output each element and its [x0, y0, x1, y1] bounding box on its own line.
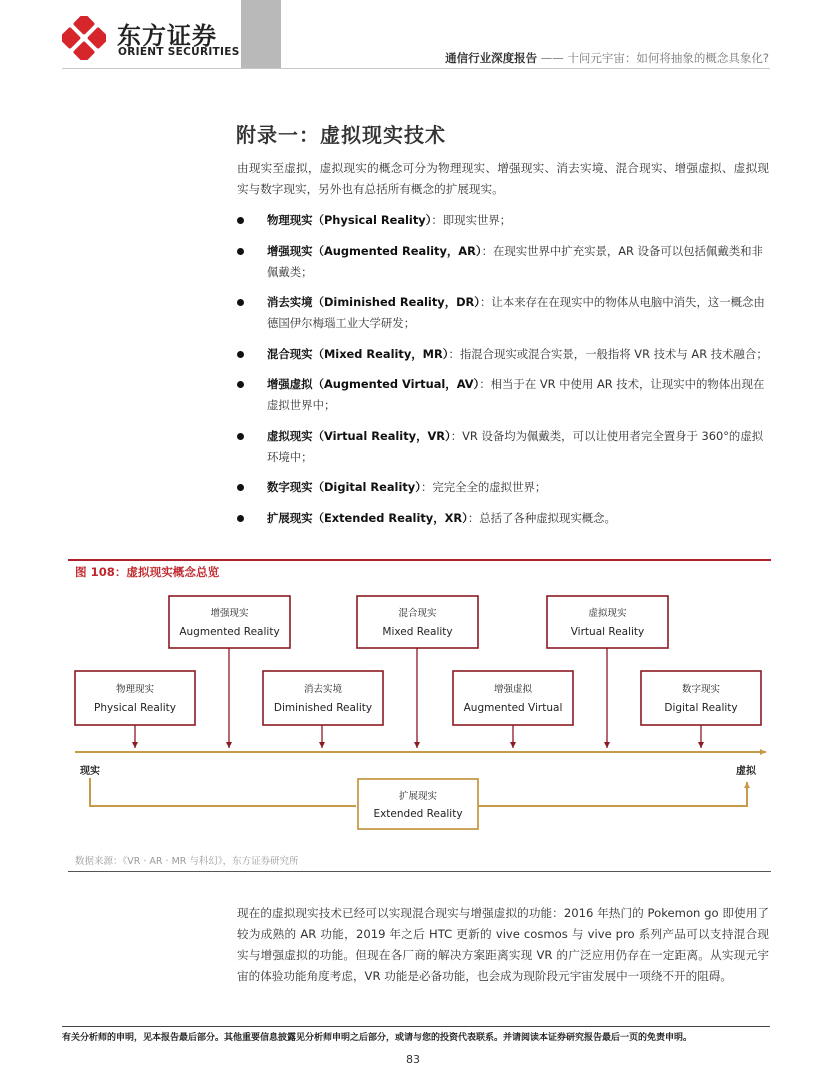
- box-cn-label: 增强虚拟: [493, 684, 533, 695]
- box-digital-reality: [641, 671, 761, 725]
- axis-label-virtual: 虚拟: [736, 766, 756, 777]
- bullet-term: 混合现实（Mixed Reality，MR）: [267, 346, 449, 361]
- xr-bracket-right: [478, 782, 747, 806]
- bullet-desc: ：在现实世界中扩充实景，AR 设备可以包括佩戴类和非佩戴类；: [267, 243, 763, 279]
- box-diminished-reality: [263, 671, 383, 725]
- figure-bottom-rule: [68, 871, 771, 872]
- axis-label-reality: 现实: [80, 766, 100, 777]
- box-physical-reality: [75, 671, 195, 725]
- figure-source: 数据来源：《VR · AR · MR 与科幻》，东方证券研究所: [75, 856, 299, 867]
- page-number: 83: [406, 1053, 420, 1066]
- bullet-term: 数字现实（Digital Reality）: [267, 480, 421, 494]
- box-en-label: Augmented Reality: [179, 626, 280, 638]
- report-subtitle: 十问元宇宙：如何将抽象的概念具象化?: [567, 51, 769, 65]
- bullet-term: 增强现实（Augmented Reality，AR）: [267, 243, 482, 258]
- closing-paragraph: 现在的虚拟现实技术已经可以实现混合现实与增强虚拟的功能：2016 年热门的 Pokemon go 即使用了较为成熟的 AR 功能，2019 年之后 HTC 更新的 vive cosmos 与 vive pro 系列产品可以支持混合现实与增强虚拟的功能。但现在各厂商的解决方案距离实现 VR 的广泛应用仍存在一定距离。从实现元宇宙的体验功能角度考虑，VR 功能是必备功能，也会成为现阶段元宇宙发展中一项绕不开的阻碍。: [237, 906, 769, 983]
- bullet-term: 虚拟现实（Virtual Reality，VR）: [267, 428, 451, 443]
- bullet-term: 消去实境（Diminished Reality，DR）: [267, 295, 481, 309]
- bullet-desc: ：VR 设备均为佩戴类，可以让使用者完全置身于 360°的虚拟环境中；: [267, 428, 764, 464]
- appendix-title: 附录一：虚拟现实技术: [236, 123, 446, 147]
- bullet-term: 物理现实（Physical Reality）: [267, 213, 432, 227]
- bullet-desc: ：完完全全的虚拟世界；: [420, 480, 547, 494]
- box-mixed-reality: [357, 596, 478, 648]
- bullet-term: 增强虚拟（Augmented Virtual，AV）: [267, 377, 480, 391]
- bullet-desc: ：相当于在 VR 中使用 AR 技术，让现实中的物体出现在虚拟世界中；: [267, 377, 765, 412]
- box-en-label: Extended Reality: [373, 808, 463, 820]
- box-virtual-reality: [547, 596, 668, 648]
- footer-disclaimer: 有关分析师的申明，见本报告最后部分。其他重要信息披露见分析师申明之后部分，或请与您的投资代表联系。并请阅读本证券研究报告最后一页的免责申明。: [62, 1033, 693, 1043]
- box-cn-label: 消去实境: [303, 684, 343, 695]
- figure-title: 图 108：虚拟现实概念总览: [75, 565, 220, 579]
- header-separator: ——: [540, 51, 564, 65]
- logo-english-name: ORIENT SECURITIES: [118, 46, 240, 58]
- box-en-label: Mixed Reality: [382, 626, 453, 638]
- footer-divider: [62, 1026, 770, 1027]
- intro-paragraph: 由现实至虚拟，虚拟现实的概念可分为物理现实、增强现实、消去实境、混合现实、增强虚拟、虚拟现实与数字现实，另外也有总括所有概念的扩展现实。: [237, 161, 769, 196]
- box-cn-label: 物理现实: [115, 684, 155, 695]
- box-en-label: Augmented Virtual: [463, 702, 563, 714]
- box-en-label: Physical Reality: [94, 702, 176, 714]
- logo-chinese-name: 东方证券: [117, 22, 217, 50]
- bullet-term: 扩展现实（Extended Reality，XR）: [267, 510, 468, 525]
- box-cn-label: 增强现实: [210, 608, 249, 619]
- box-extended-reality: [358, 779, 478, 829]
- bullet-desc: ：让本来存在在现实中的物体从电脑中消失，这一概念由德国伊尔梅瑙工业大学研发；: [267, 295, 765, 330]
- box-augmented-reality: [169, 596, 290, 648]
- bullet-desc: ：即现实世界；: [431, 213, 512, 227]
- box-cn-label: 数字现实: [681, 684, 721, 695]
- bullet-desc: ：总括了各种虚拟现实概念。: [467, 510, 616, 525]
- report-type: 通信行业深度报告: [445, 51, 538, 65]
- box-en-label: Digital Reality: [664, 702, 738, 714]
- box-cn-label: 虚拟现实: [588, 608, 627, 619]
- bullet-desc: ：指混合现实或混合实景，一般指将 VR 技术与 AR 技术融合；: [448, 346, 768, 361]
- box-cn-label: 扩展现实: [398, 791, 438, 802]
- box-augmented-virtual: [453, 671, 573, 725]
- xr-bracket-left: [90, 778, 356, 806]
- box-cn-label: 混合现实: [398, 608, 437, 619]
- box-en-label: Virtual Reality: [570, 626, 645, 638]
- box-en-label: Diminished Reality: [273, 702, 373, 714]
